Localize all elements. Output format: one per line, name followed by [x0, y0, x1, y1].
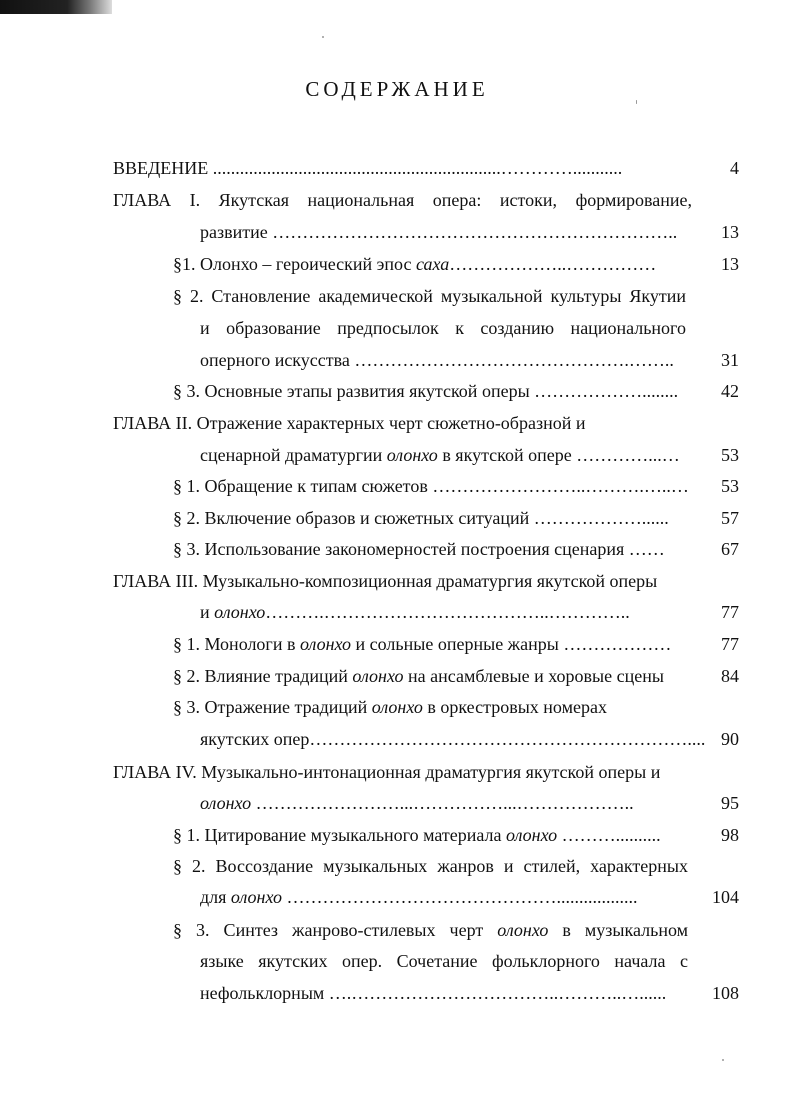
toc-entry-text: ГЛАВА I. Якутская национальная опера: истоки, формирование, — [113, 190, 692, 210]
toc-entry — [173, 824, 685, 846]
toc-entry — [113, 189, 692, 211]
toc-entry — [113, 412, 610, 434]
toc-entry — [200, 601, 630, 623]
toc-entry — [113, 761, 690, 783]
toc-page-number: 67 — [721, 539, 739, 559]
toc-entry — [173, 380, 679, 402]
toc-entry — [200, 728, 706, 750]
toc-entry-text: сценарной драматургии — [200, 445, 387, 465]
toc-entry-text: § 3. Основные этапы развития якутской оперы ………………........ — [173, 381, 679, 401]
toc-page-number: 4 — [730, 158, 739, 178]
toc-entry — [200, 792, 686, 814]
toc-entry-italic: олонхо — [352, 666, 404, 686]
toc-entry-text: развитие ………………………………………………………….. — [200, 222, 678, 242]
toc-entry-italic: олонхо — [386, 445, 438, 465]
toc-entry-text: нефольклорным ….……………………………..………..…...... — [200, 983, 667, 1003]
scan-speck — [722, 1059, 724, 1061]
toc-entry-text: языке якутских опер. Сочетание фольклорного начала с — [200, 951, 688, 971]
toc-entry — [173, 855, 688, 877]
toc-entry — [173, 538, 680, 560]
toc-entry-text: оперного искусства ……………………………………….…….. — [200, 350, 674, 370]
toc-entry — [113, 157, 655, 179]
scan-artifact-bar — [0, 0, 112, 14]
scan-speck — [322, 36, 324, 38]
toc-entry-text: ГЛАВА II. Отражение характерных черт сюжетно-образной и — [113, 413, 586, 433]
toc-entry-tail: ……………………………………….................. — [282, 887, 638, 907]
toc-entry-italic: олонхо — [200, 793, 252, 813]
toc-page-number: 95 — [721, 793, 739, 813]
toc-entry — [200, 444, 682, 466]
toc-entry-italic: олонхо — [497, 920, 549, 940]
toc-entry-text: якутских опер……………………………………………………….... — [200, 729, 706, 749]
toc-page-number: 90 — [721, 729, 739, 749]
toc-entry-italic: саха — [415, 254, 450, 274]
toc-entry-text: для — [200, 887, 231, 907]
toc-page-number: 13 — [721, 222, 739, 242]
toc-page-number: 77 — [721, 602, 739, 622]
toc-entry — [173, 475, 689, 497]
toc-page-number: 84 — [721, 666, 739, 686]
toc-entry-text: § 1. Обращение к типам сюжетов ……………………..……….…..… — [173, 476, 689, 496]
toc-entry-italic: олонхо — [506, 825, 558, 845]
toc-entry-text: § 2. Становление академической музыкальной культуры Якутии — [173, 286, 686, 306]
toc-entry-tail: в музыкальном — [548, 920, 689, 940]
toc-page-number: 53 — [721, 445, 739, 465]
toc-entry — [173, 633, 686, 655]
toc-entry — [173, 919, 688, 941]
toc-entry — [200, 221, 678, 243]
toc-entry — [173, 507, 687, 529]
toc-entry — [113, 570, 688, 592]
toc-entry-text: § 2. Включение образов и сюжетных ситуаций ………………...... — [173, 508, 669, 528]
toc-entry — [200, 886, 687, 908]
toc-page-number: 77 — [721, 634, 739, 654]
toc-entry-text: ГЛАВА IV. Музыкально-интонационная драматургия якутской оперы и — [113, 762, 661, 782]
toc-entry-tail: в якутской опере …………...… — [437, 445, 680, 465]
toc-page-number: 104 — [712, 887, 739, 907]
toc-page-number: 31 — [721, 350, 739, 370]
toc-page-number: 98 — [721, 825, 739, 845]
toc-entry-tail: в оркестровых номерах — [422, 697, 607, 717]
toc-entry — [200, 349, 672, 371]
toc-entry-tail: и сольные оперные жанры ……………… — [351, 634, 672, 654]
toc-entry-text: ВВЕДЕНИЕ ................................................................…………........... — [113, 158, 623, 178]
toc-entry-text: § 2. Влияние традиций — [173, 666, 353, 686]
toc-page-number: 53 — [721, 476, 739, 496]
toc-entry — [173, 665, 686, 687]
toc-page-number: 57 — [721, 508, 739, 528]
toc-entry-text: и — [200, 602, 215, 622]
toc-entry — [173, 253, 670, 275]
toc-page-number: 13 — [721, 254, 739, 274]
toc-entry-text: § 3. Использование закономерностей построения сценария …… — [173, 539, 665, 559]
toc-entry-text: § 3. Отражение традиций — [173, 697, 372, 717]
toc-entry-text: § 1. Монологи в — [173, 634, 300, 654]
toc-entry-tail: ……….......... — [557, 825, 661, 845]
toc-entry-italic: олонхо — [299, 634, 352, 654]
toc-entry — [173, 696, 623, 718]
toc-entry-tail: ……………………...……………...……………….. — [251, 793, 634, 813]
toc-entry-tail: ………………..…………… — [449, 254, 657, 274]
toc-entry — [173, 285, 686, 307]
toc-entry — [200, 950, 688, 972]
toc-entry-text: § 1. Цитирование музыкального материала — [173, 825, 507, 845]
toc-entry-text: § 3. Синтез жанрово-стилевых черт — [173, 920, 498, 940]
toc-entry-text: § 2. Воссоздание музыкальных жанров и стилей, характерных — [173, 856, 688, 876]
toc-entry — [200, 317, 686, 339]
toc-entry-text: §1. Олонхо – героический эпос — [173, 254, 416, 274]
toc-page-number: 108 — [712, 983, 739, 1003]
page-title: СОДЕРЖАНИЕ — [305, 77, 489, 101]
toc-entry-italic: олонхо — [214, 602, 266, 622]
toc-entry-text: и образование предпосылок к созданию национального — [200, 318, 686, 338]
toc-entry-italic: олонхо — [371, 697, 423, 717]
toc-entry-text: ГЛАВА III. Музыкально-композиционная драматургия якутской оперы — [113, 571, 658, 591]
toc-entry-italic: олонхо — [230, 887, 283, 907]
toc-entry-tail: ……….………………………………..………….. — [265, 602, 630, 622]
toc-entry — [200, 982, 673, 1004]
toc-entry-tail: на ансамблевые и хоровые сцены — [403, 666, 664, 686]
toc-page-number: 42 — [721, 381, 739, 401]
